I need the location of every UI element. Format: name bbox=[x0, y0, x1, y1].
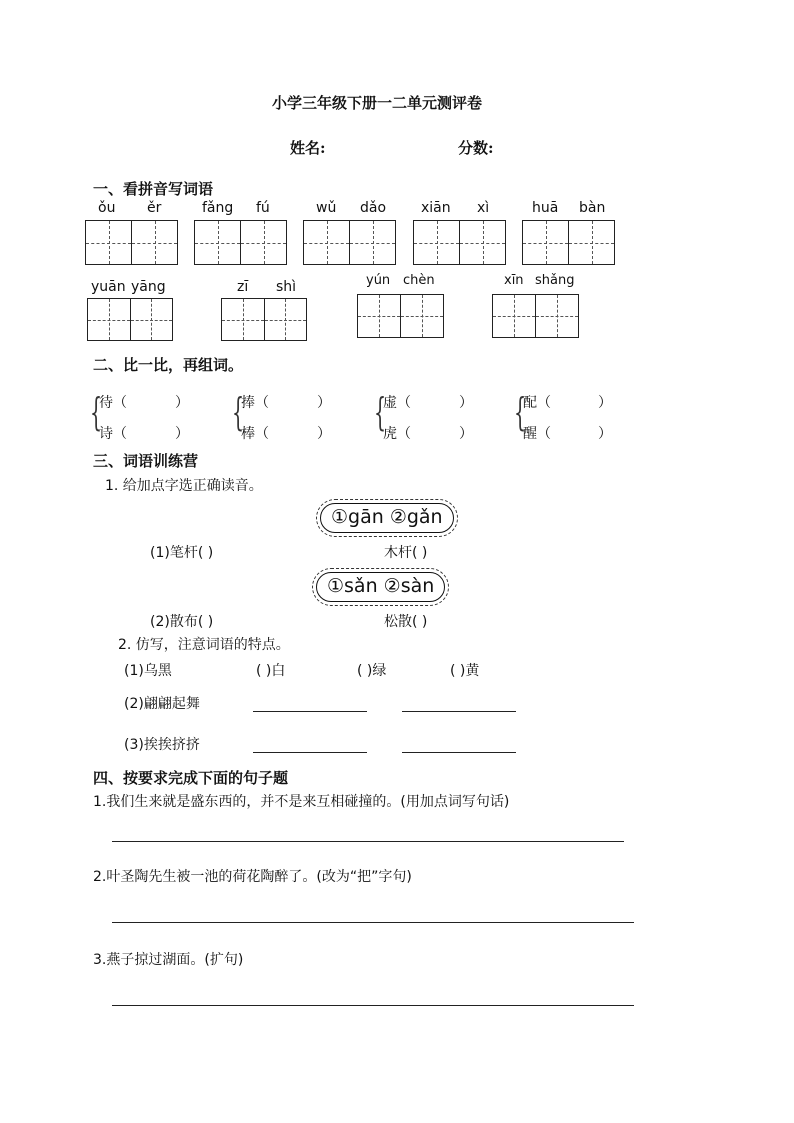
fill-blank: ( )绿 bbox=[357, 663, 387, 679]
question-title: 2. 仿写，注意词语的特点。 bbox=[118, 637, 290, 653]
page-title: 小学三年级下册一二单元测评卷 bbox=[272, 94, 483, 112]
brace: { bbox=[374, 390, 387, 434]
paren: ） bbox=[459, 395, 473, 411]
answer-line[interactable] bbox=[112, 841, 624, 842]
question-item: 木杆( ) bbox=[384, 545, 428, 561]
answer-line[interactable] bbox=[253, 711, 367, 712]
answer-line[interactable] bbox=[112, 922, 634, 923]
compare-word: 醒（ bbox=[523, 426, 551, 442]
compare-word: 配（ bbox=[523, 395, 551, 411]
answer-line[interactable] bbox=[112, 1005, 634, 1006]
section-2-heading: 二、比一比，再组词。 bbox=[93, 356, 244, 374]
question-item: (2)散布( ) bbox=[150, 614, 214, 630]
pinyin: shì bbox=[276, 279, 297, 295]
question-item: 松散( ) bbox=[384, 614, 428, 630]
compare-word: 诗（ bbox=[99, 426, 127, 442]
pinyin: xīn bbox=[504, 273, 524, 288]
pinyin: bàn bbox=[579, 200, 606, 216]
question-item: (1)乌黑 bbox=[124, 663, 172, 679]
pinyin: shǎng bbox=[535, 273, 575, 288]
question-item: (3)挨挨挤挤 bbox=[124, 737, 200, 753]
pinyin: yuān bbox=[91, 279, 126, 295]
compare-word: 棒（ bbox=[241, 426, 269, 442]
paren: ） bbox=[459, 426, 473, 442]
answer-line[interactable] bbox=[402, 752, 516, 753]
writing-grid[interactable] bbox=[85, 220, 178, 265]
paren: ） bbox=[175, 395, 189, 411]
paren: ） bbox=[175, 426, 189, 442]
pinyin: zī bbox=[237, 279, 249, 295]
pinyin: yún bbox=[366, 273, 391, 288]
writing-grid[interactable] bbox=[221, 298, 307, 341]
score-label: 分数: bbox=[458, 139, 494, 157]
pinyin: ěr bbox=[147, 200, 162, 216]
pinyin: xiān bbox=[421, 200, 451, 216]
sentence-question: 2.叶圣陶先生被一池的荷花陶醉了。(改为“把”字句) bbox=[93, 869, 412, 885]
pronunciation-options: ①sǎn ②sàn bbox=[316, 572, 445, 602]
brace: { bbox=[514, 390, 527, 434]
pinyin: xì bbox=[477, 200, 490, 216]
pinyin: fǎng bbox=[202, 200, 234, 216]
paren: ） bbox=[598, 395, 612, 411]
writing-grid[interactable] bbox=[303, 220, 396, 265]
pronunciation-options: ①gān ②gǎn bbox=[320, 503, 454, 533]
section-4-heading: 四、按要求完成下面的句子题 bbox=[93, 769, 289, 787]
sentence-question: 1.我们生来就是盛东西的，并不是来互相碰撞的。(用加点词写句话) bbox=[93, 794, 510, 810]
brace: { bbox=[232, 390, 245, 434]
paren: ） bbox=[317, 426, 331, 442]
compare-word: 待（ bbox=[99, 395, 127, 411]
writing-grid[interactable] bbox=[413, 220, 506, 265]
compare-word: 虚（ bbox=[383, 395, 411, 411]
pinyin: fú bbox=[256, 200, 270, 216]
pinyin: chèn bbox=[403, 273, 435, 288]
question-item: (1)笔杆( ) bbox=[150, 545, 214, 561]
answer-line[interactable] bbox=[253, 752, 367, 753]
fill-blank: ( )白 bbox=[256, 663, 286, 679]
compare-word: 捧（ bbox=[241, 395, 269, 411]
question-title: 1. 给加点字选正确读音。 bbox=[105, 478, 263, 494]
pinyin: yāng bbox=[131, 279, 166, 295]
writing-grid[interactable] bbox=[522, 220, 615, 265]
pinyin: ǒu bbox=[98, 200, 116, 216]
compare-word: 虎（ bbox=[383, 426, 411, 442]
paren: ） bbox=[598, 426, 612, 442]
fill-blank: ( )黄 bbox=[450, 663, 480, 679]
name-label: 姓名: bbox=[290, 139, 326, 157]
pinyin: wǔ bbox=[316, 200, 337, 216]
pinyin: dǎo bbox=[360, 200, 387, 216]
writing-grid[interactable] bbox=[492, 294, 579, 338]
pinyin: huā bbox=[532, 200, 559, 216]
sentence-question: 3.燕子掠过湖面。(扩句) bbox=[93, 952, 244, 968]
brace: { bbox=[90, 390, 103, 434]
section-1-heading: 一、看拼音写词语 bbox=[93, 180, 214, 198]
section-3-heading: 三、词语训练营 bbox=[93, 452, 199, 470]
writing-grid[interactable] bbox=[357, 294, 444, 338]
writing-grid[interactable] bbox=[87, 298, 173, 341]
writing-grid[interactable] bbox=[194, 220, 287, 265]
answer-line[interactable] bbox=[402, 711, 516, 712]
paren: ） bbox=[317, 395, 331, 411]
question-item: (2)翩翩起舞 bbox=[124, 696, 200, 712]
